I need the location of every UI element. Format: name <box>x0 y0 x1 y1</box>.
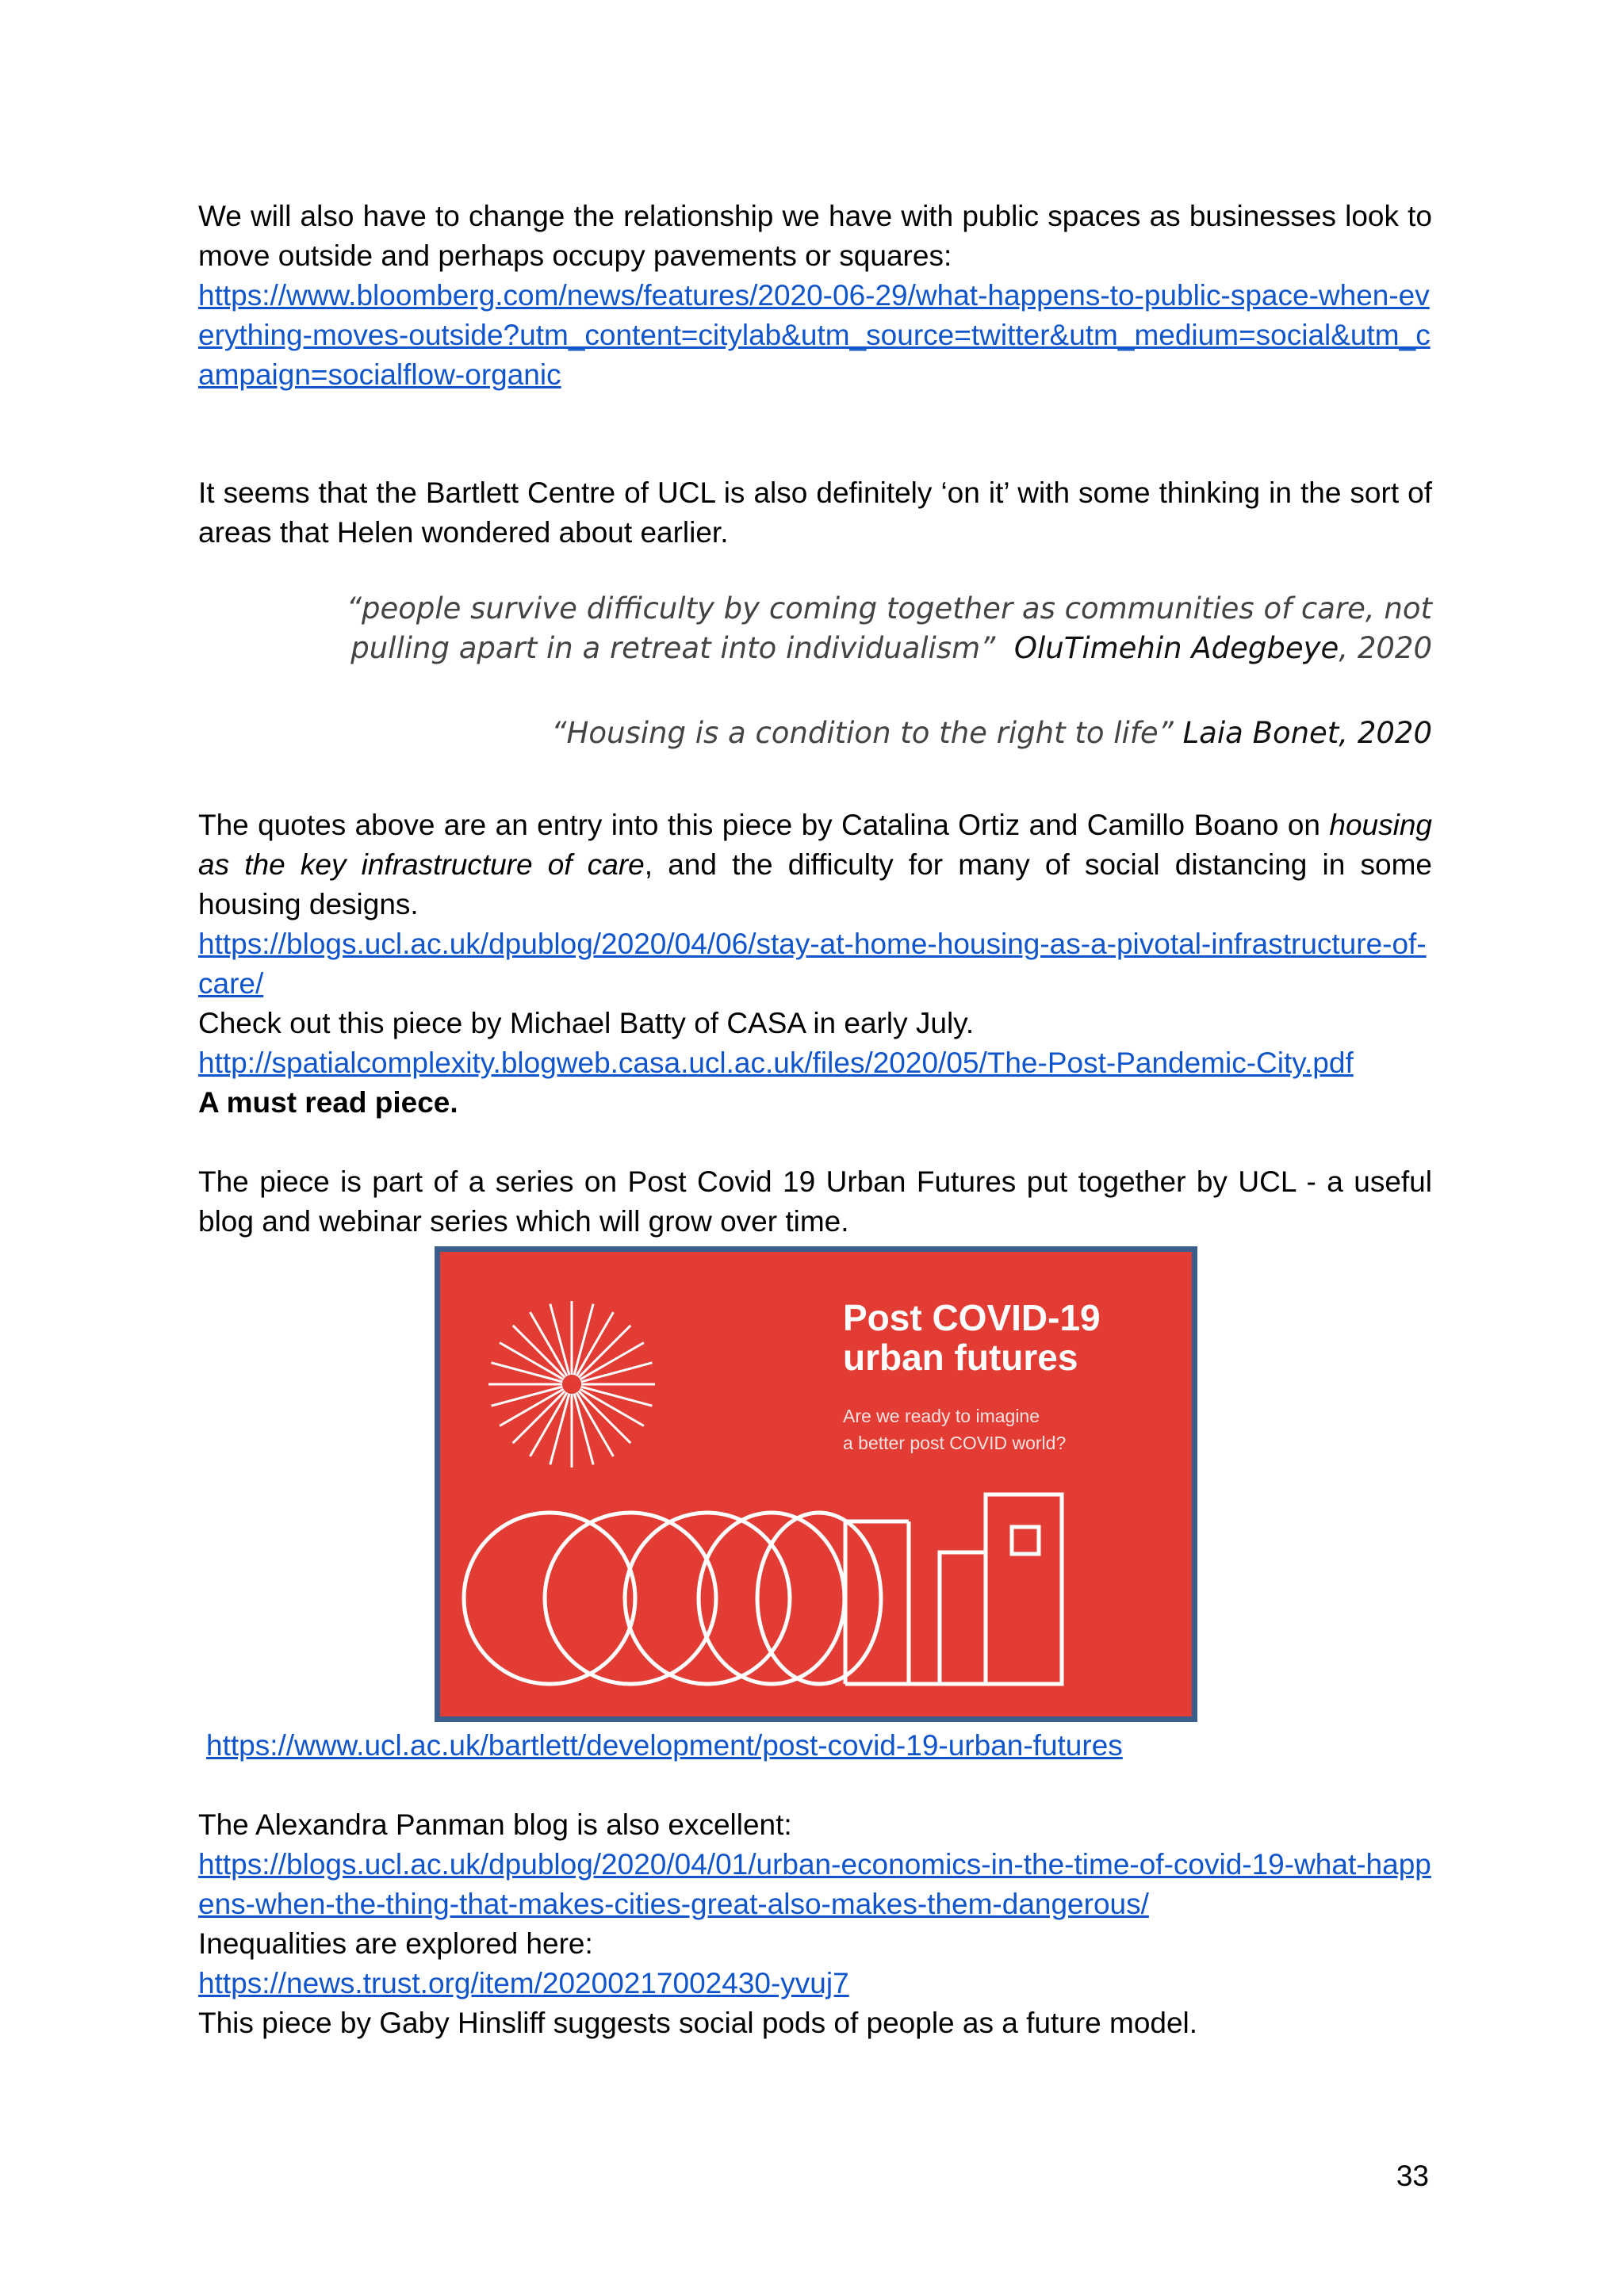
bloomberg-link[interactable]: https://www.bloomberg.com/news/features/2020-06-29/what-happens-to-public-space-when-everything-moves-outside?utm_content=citylab&utm_source=twitter&utm_medium=social&utm_campaign=socialflow-organic <box>198 279 1431 391</box>
page-number: 33 <box>1396 2160 1429 2192</box>
paragraph-series <box>198 1162 1432 1242</box>
paragraph-ortiz-boano <box>198 806 1432 1123</box>
banner-title-line: Post COVID-19 <box>843 1297 1101 1338</box>
paragraph-public-spaces <box>198 197 1432 395</box>
paragraph-text: The quotes above are an entry into this piece by Catalina Ortiz and Camillo Boano on <box>198 809 1330 841</box>
paragraph-text: The Alexandra Panman blog is also excellent: <box>198 1808 792 1841</box>
urban-futures-banner <box>435 1246 1197 1722</box>
trust-link[interactable]: https://news.trust.org/item/20200217002430-yvuj7 <box>198 1967 849 1999</box>
batty-link[interactable]: http://spatialcomplexity.blogweb.casa.ucl.ac.uk/files/2020/05/The-Post-Pandemic-City.pdf <box>198 1047 1354 1079</box>
hinsliff-text: This piece by Gaby Hinsliff suggests social pods of people as a future model. <box>198 2007 1198 2039</box>
circles-graphic <box>464 1513 881 1684</box>
banner-title <box>843 1298 1101 1377</box>
paragraph-body <box>198 806 1432 924</box>
quote-bonet <box>401 714 1432 753</box>
banner-subtitle-line: a better post COVID world? <box>843 1433 1067 1453</box>
quote-year: , 2020 <box>1339 631 1432 665</box>
starburst-icon <box>488 1301 655 1468</box>
buildings-graphic <box>845 1494 1062 1684</box>
ucl-urban-futures-link[interactable]: https://www.ucl.ac.uk/bartlett/development/post-covid-19-urban-futures <box>206 1729 1123 1762</box>
paragraph-text: , and the difficulty for many of social distancing in some housing designs. <box>198 848 1432 920</box>
panman-link[interactable]: https://blogs.ucl.ac.uk/dpublog/2020/04/01/urban-economics-in-the-time-of-covid-19-what-happens-when-the-thing-that-makes-cities-great-also-makes-them-dangerous/ <box>198 1848 1431 1920</box>
paragraph-text: We will also have to change the relationship we have with public spaces as businesses look to move outside and perhaps occupy pavements or squares: <box>198 200 1432 272</box>
inequalities-text: Inequalities are explored here: <box>198 1927 593 1960</box>
banner-subtitle <box>843 1402 1066 1456</box>
quote-text: “people survive difficulty by coming together as communities of care, not pulling apart in a retreat into individualism” <box>346 591 1432 665</box>
banner-title-line: urban futures <box>843 1337 1078 1378</box>
ucl-housing-link[interactable]: https://blogs.ucl.ac.uk/dpublog/2020/04/06/stay-at-home-housing-as-a-pivotal-infrastructure-of-care/ <box>198 928 1427 1000</box>
banner-caption <box>206 1726 1440 1766</box>
paragraph-bartlett <box>198 473 1432 553</box>
italic-title: housing as the key infrastructure of care <box>198 809 1432 881</box>
must-read-text: A must read piece. <box>198 1086 458 1119</box>
quote-text: “Housing is a condition to the right to life” <box>551 716 1174 750</box>
banner-subtitle-line: Are we ready to imagine <box>843 1406 1040 1426</box>
quote-author: OluTimehin Adegbeye <box>1013 631 1339 665</box>
quote-author: Laia Bonet, 2020 <box>1182 716 1432 750</box>
paragraph-text: The piece is part of a series on Post Covid 19 Urban Futures put together by UCL - a useful blog and webinar series which will grow over time. <box>198 1165 1432 1238</box>
quote-adegbeye <box>290 589 1432 668</box>
batty-text: Check out this piece by Michael Batty of CASA in early July. <box>198 1007 975 1039</box>
paragraph-text: It seems that the Bartlett Centre of UCL is also definitely ‘on it’ with some thinking in the sort of areas that Helen wondered about earlier. <box>198 476 1432 549</box>
paragraph-panman <box>198 1805 1432 2043</box>
